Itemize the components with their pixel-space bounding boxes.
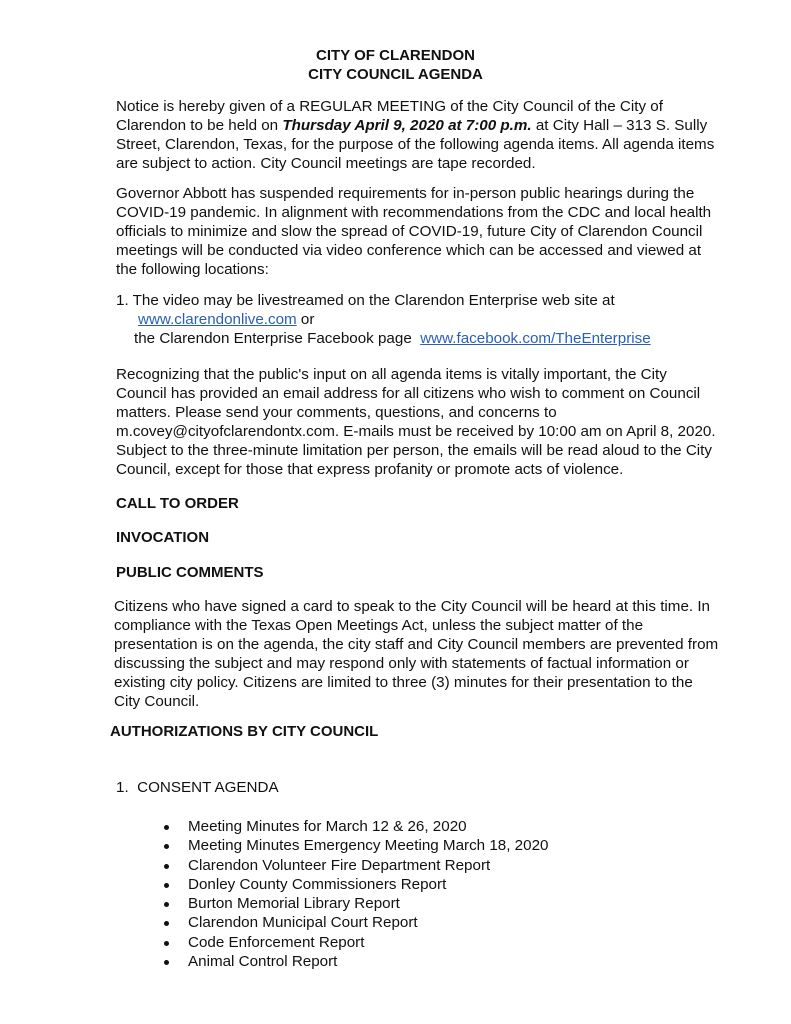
heading-call-to-order: CALL TO ORDER [116,495,239,512]
bullet-icon [164,960,169,965]
location-facebook-line [116,329,736,348]
list-item-text: Burton Memorial Library Report [188,895,400,913]
title-agenda: CITY COUNCIL AGENDA [308,66,483,83]
bullet-icon [164,941,169,946]
viewing-locations [116,291,736,348]
clarendonlive-link[interactable]: www.clarendonlive.com [138,311,297,328]
covid-notice: Governor Abbott has suspended requirements for in-person public hearings during the COVID-19 pandemic. In alignment with recommendations from the CDC and local health officials to minimize and slow the spread of COVID-19, future City of Clarendon Council meetings will be conducted via video conference which can be accessed and viewed at the following locations: [116,185,712,278]
or-text: or [296,311,315,328]
meeting-notice [116,97,716,173]
heading-public-comments: PUBLIC COMMENTS [116,564,264,581]
consent-agenda-number: 1. [116,779,129,796]
bullet-icon [164,864,169,869]
list-item-text: Clarendon Municipal Court Report [188,914,418,932]
list-item-text: Donley County Commissioners Report [188,875,447,893]
list-item [164,856,548,875]
list-item-text: Clarendon Volunteer Fire Department Report [188,856,491,874]
notice-text-1: Notice is hereby given of a REGULAR MEETING of the City Council of the City of Clarendon to be held on [116,98,663,134]
bullet-icon [164,825,169,830]
list-item [164,875,548,894]
location-website-line [116,310,736,329]
list-item [164,933,548,952]
heading-invocation: INVOCATION [116,529,210,546]
bullet-icon [164,844,169,849]
list-item [164,913,548,932]
list-item-text: Meeting Minutes Emergency Meeting March 18, 2020 [188,837,549,855]
location-item [116,291,736,310]
consent-agenda-title: CONSENT AGENDA [137,779,279,796]
list-item-text: Meeting Minutes for March 12 & 26, 2020 [188,818,467,835]
list-item-text: Code Enforcement Report [188,933,365,951]
bullet-icon [164,921,169,926]
list-item [164,817,548,836]
notice-text-2: at City Hall – 313 S. Sully Street, Clarendon, Texas, for the purpose of the following agenda items. All agenda items are subject to action. City Council meetings are tape recorded. [116,117,715,172]
title-city: CITY OF CLARENDON [316,47,475,64]
location-text: The video may be livestreamed on the Clarendon Enterprise web site at [132,292,615,309]
list-item [164,894,548,913]
facebook-link[interactable]: www.facebook.com/TheEnterprise [420,330,651,347]
list-item-text: Animal Control Report [188,953,338,971]
consent-agenda-heading [116,778,736,797]
list-item [164,952,548,971]
list-item [164,836,548,855]
consent-agenda-list [164,817,548,971]
public-comments-text: Citizens who have signed a card to speak to the City Council will be heard at this time. In compliance with the Texas Open Meetings Act, unless the subject matter of the presentation is on the agenda, the city staff and City Council members are prevented from discussing the subject and may respond only with statements of factual information or existing city policy. Citizens are limited to three (3) minutes for their presentation to the City Council. [114,598,719,710]
heading-authorizations: AUTHORIZATIONS BY CITY COUNCIL [110,723,379,740]
public-input-notice: Recognizing that the public's input on all agenda items is vitally important, the City Council has provided an email address for all citizens who wish to comment on Council matters. Please send your comments, questions, and concerns to m.covey@cityofclarendontx.com. E-mails must be received by 10:00 am on April 8, 2020. Subject to the three-minute limitation per person, the emails will be read aloud to the City Council, except for those that express profanity or promote acts of violence. [116,366,716,478]
document-title [0,46,791,84]
facebook-text: the Clarendon Enterprise Facebook page [134,330,421,347]
meeting-date-time: Thursday April 9, 2020 at 7:00 p.m. [282,117,532,134]
bullet-icon [164,902,169,907]
location-number: 1. [116,292,129,309]
bullet-icon [164,883,169,888]
